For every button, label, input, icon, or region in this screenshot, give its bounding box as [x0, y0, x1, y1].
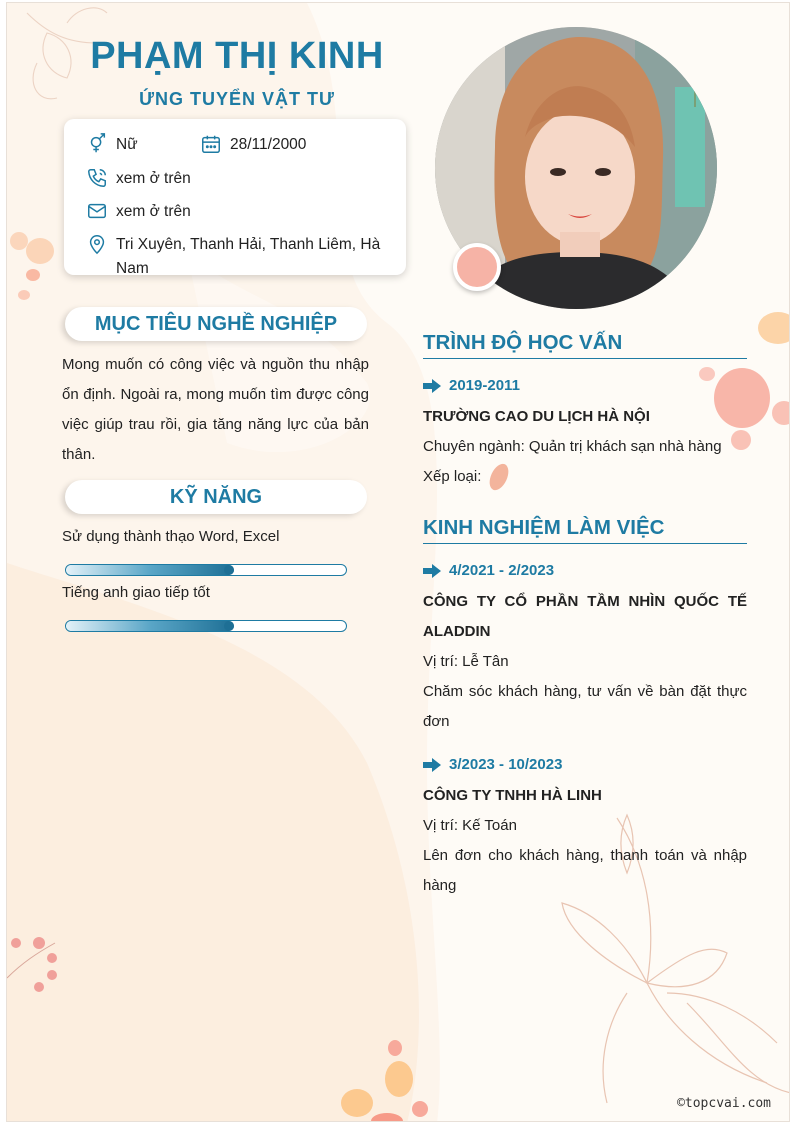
job-period: 4/2021 - 2/2023 — [449, 562, 555, 579]
gender-icon — [86, 133, 108, 155]
job-position: Vị trí: Kế Toán — [423, 817, 517, 834]
phone-row — [86, 167, 191, 191]
job-period: 3/2023 - 10/2023 — [449, 756, 563, 773]
education-grade: Xếp loại: — [423, 468, 482, 485]
skill-bar-fill — [66, 565, 234, 575]
objective-text: Mong muốn có công việc và nguồn thu nhập ổn định. Ngoài ra, mong muốn tìm được công việc giúp trau rồi, gia tăng năng lực của bản thân. — [62, 356, 369, 463]
job-position: Vị trí: Lễ Tân — [423, 653, 509, 670]
school-name: TRƯỜNG CAO DU LỊCH HÀ NỘI — [423, 408, 650, 425]
dob-value: 28/11/2000 — [230, 136, 307, 153]
job-description: Chăm sóc khách hàng, tư vấn về bàn đặt thực đơn — [423, 683, 747, 730]
email-value: xem ở trên — [116, 203, 191, 220]
objective-heading: MỤC TIÊU NGHỀ NGHIỆP — [65, 307, 367, 341]
experience-heading: KINH NGHIỆM LÀM VIỆC — [423, 516, 747, 544]
dob-row — [200, 133, 306, 157]
flower-decoration — [665, 27, 717, 107]
address-value: Tri Xuyên, Thanh Hải, Thanh Liêm, Hà Nam — [116, 236, 381, 277]
education-period-row — [423, 377, 520, 394]
email-icon — [86, 200, 108, 222]
address-row — [86, 233, 386, 281]
photo-accent-dot — [453, 243, 501, 291]
calendar-icon — [200, 133, 222, 155]
email-row — [86, 200, 191, 224]
gender-row — [86, 133, 138, 157]
education-period: 2019-2011 — [449, 377, 520, 394]
watermark: ©topcvai.com — [677, 1096, 771, 1111]
job-period-row — [423, 562, 554, 579]
phone-value: xem ở trên — [116, 170, 191, 187]
phone-icon — [86, 167, 108, 189]
cv-page — [6, 2, 790, 1122]
skill-bar-knob — [224, 621, 234, 631]
skill-label: Sử dụng thành thạo Word, Excel — [62, 528, 280, 545]
skill-bar-fill — [66, 621, 234, 631]
skill-bar-knob — [224, 565, 234, 575]
arrow-right-icon — [423, 758, 441, 772]
education-major: Chuyên ngành: Quản trị khách sạn nhà hàng — [423, 438, 722, 455]
job-description: Lên đơn cho khách hàng, thanh toán và nhập hàng — [423, 847, 747, 894]
skill-bar — [65, 564, 347, 576]
gender-value: Nữ — [116, 136, 138, 153]
candidate-name: PHẠM THỊ KINH — [90, 35, 384, 77]
skill-label: Tiếng anh giao tiếp tốt — [62, 584, 210, 601]
applied-position: ỨNG TUYỂN VẬT TƯ — [139, 89, 335, 109]
arrow-right-icon — [423, 564, 441, 578]
contact-card — [64, 119, 406, 275]
arrow-right-icon — [423, 379, 441, 393]
job-company: CÔNG TY CỔ PHẦN TẦM NHÌN QUỐC TẾ ALADDIN — [423, 593, 747, 640]
location-icon — [86, 233, 108, 255]
job-period-row — [423, 756, 562, 773]
skill-bar — [65, 620, 347, 632]
education-heading: TRÌNH ĐỘ HỌC VẤN — [423, 331, 747, 359]
skills-heading: KỸ NĂNG — [65, 480, 367, 514]
job-company: CÔNG TY TNHH HÀ LINH — [423, 787, 602, 804]
